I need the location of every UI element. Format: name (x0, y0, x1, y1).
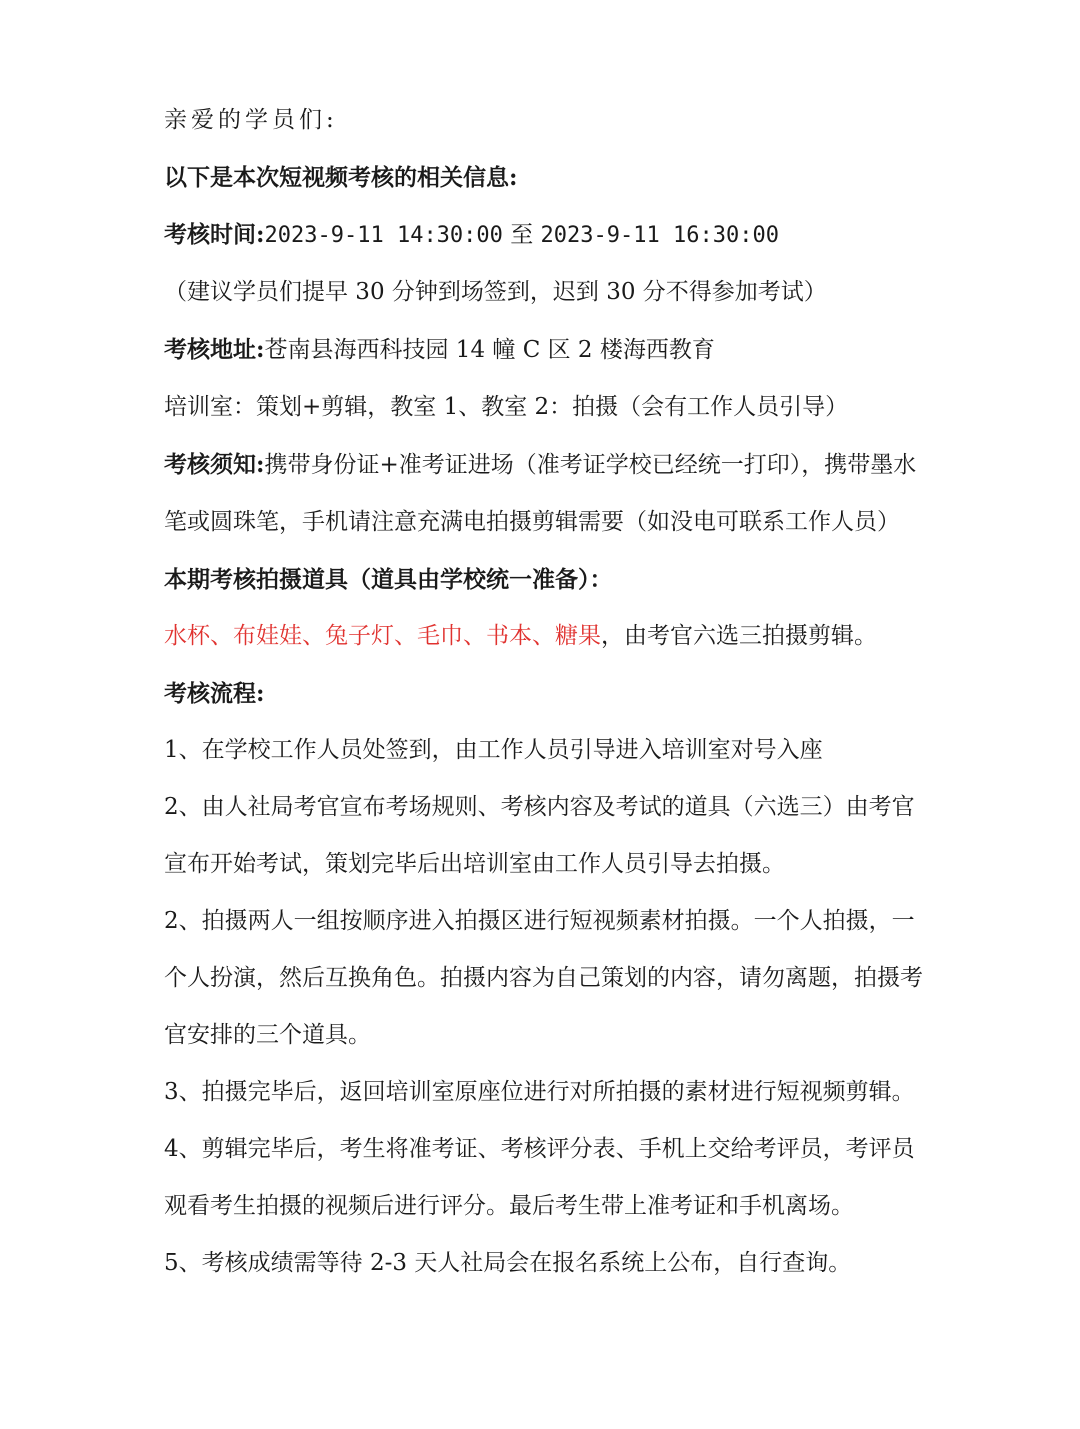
exam-time-separator: 至 (502, 222, 541, 248)
props-heading: 本期考核拍摄道具（道具由学校统一准备）： (164, 566, 613, 593)
exam-address-value: 苍南县海西科技园 14 幢 C 区 2 楼海西教育 (264, 337, 715, 363)
intro-heading: 以下是本次短视频考核的相关信息: (164, 164, 518, 191)
process-step: 2、拍摄两人一组按顺序进入拍摄区进行短视频素材拍摄。一个人拍摄，一个人扮演，然后互换角色。拍摄内容为自己策划的内容，请勿离题，拍摄考官安排的三个道具。 (164, 908, 923, 1048)
process-heading: 考核流程: (164, 680, 265, 707)
exam-time-end: 2023-9-11 16:30:00 (540, 223, 779, 248)
props-items: 水杯、布娃娃、兔子灯、毛巾、书本、糖果 (164, 623, 601, 649)
process-step: 2、由人社局考官宣布考场规则、考核内容及考试的道具（六选三）由考官宣布开始考试，策划完毕后出培训室由工作人员引导去拍摄。 (164, 794, 915, 877)
greeting: 亲爱的学员们: (164, 107, 338, 133)
exam-time-row (164, 206, 924, 264)
exam-address-label: 考核地址: (164, 336, 265, 363)
process-step: 1、在学校工作人员处签到，由工作人员引导进入培训室对号入座 (164, 737, 823, 763)
exam-notice-row (164, 436, 924, 551)
exam-address-row (164, 321, 924, 379)
exam-notice-value: 携带身份证+准考证进场（准考证学校已经统一打印），携带墨水笔或圆珠笔，手机请注意充满电拍摄剪辑需要（如没电可联系工作人员） (164, 452, 917, 535)
exam-notice-document (164, 92, 924, 1292)
process-step: 3、拍摄完毕后，返回培训室原座位进行对所拍摄的素材进行短视频剪辑。 (164, 1079, 915, 1105)
exam-time-label: 考核时间: (164, 221, 265, 248)
props-tail: ，由考官六选三拍摄剪辑。 (601, 623, 877, 649)
room-assignment: 培训室：策划+剪辑，教室 1、教室 2：拍摄（会有工作人员引导） (164, 394, 849, 420)
process-step: 4、剪辑完毕后，考生将准考证、考核评分表、手机上交给考评员，考评员观看考生拍摄的视频后进行评分。最后考生带上准考证和手机离场。 (164, 1136, 915, 1219)
arrival-suggestion: （建议学员们提早 30 分钟到场签到，迟到 30 分不得参加考试） (164, 279, 827, 305)
exam-time-start: 2023-9-11 14:30:00 (264, 223, 503, 248)
props-list-row (164, 608, 924, 665)
exam-notice-label: 考核须知: (164, 451, 265, 478)
process-step: 5、考核成绩需等待 2-3 天人社局会在报名系统上公布，自行查询。 (164, 1250, 852, 1276)
